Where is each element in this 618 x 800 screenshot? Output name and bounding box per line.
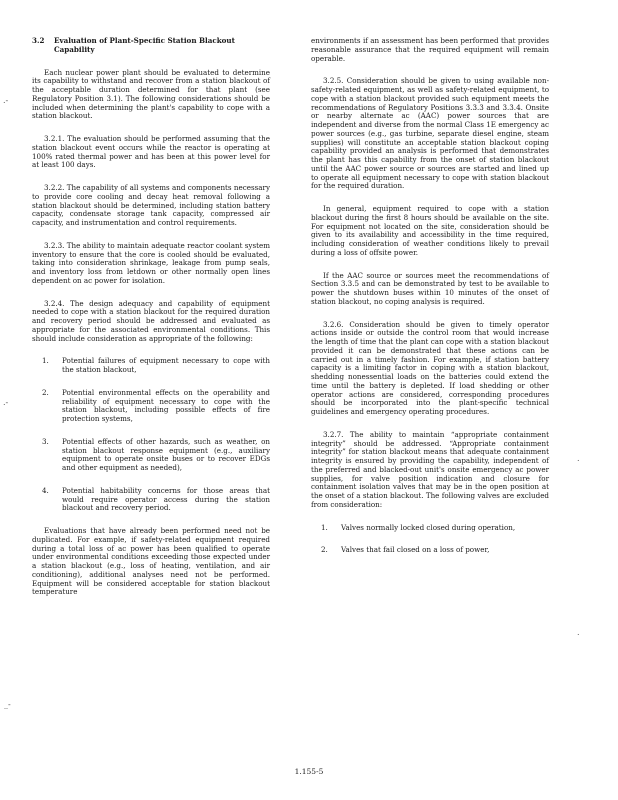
list-item-number: 2.: [42, 387, 49, 397]
paragraph-3-2-6: 3.2.6. Consideration should be given to timely operator actions inside or outside the control room that would increase the length of time that the plant can cope with a station blackout provided it can be demonstrated that these actions can be carried out in a timely fashion. For example, if station battery capacity is a limiting factor in coping with a station blackout, shedding nonessential loads on the batteries could extend the time until the battery is depleted. If load shedding or other operator actions are considered, corresponding procedures should be incorporated into the plant-specific technical guidelines and emergency operating procedures.: [311, 319, 549, 416]
closing-paragraph: Evaluations that have already been performed need not be duplicated. For example, if safety-related equipment required during a total loss of ac power has been qualified to operate under environmental conditions exceeding those expected under a station blackout (e.g., loss of heating, ventilation, and air conditioning), additional analyses need not be performed. Equipment will be considered acceptable for station blackout temperature: [32, 526, 270, 597]
list-item: [311, 546, 549, 555]
margin-tick-mark: .: [577, 454, 580, 463]
paragraph-3-2-3: 3.2.3. The ability to maintain adequate reactor coolant system inventory to ensure that the core is cooled should be evaluated, taking into consideration shrinkage, leakage from pump seals, and inventory loss from letdown or other normally open lines dependent on ac power for isolation.: [32, 240, 270, 285]
list-item-number: 2.: [321, 545, 328, 555]
margin-tick-mark: _-: [4, 700, 11, 709]
general-paragraph: In general, equipment required to cope with a station blackout during the first 8 hours should be available on the site. For equipment not located on the site, consideration should be given to its availability and accessibility in the time required, including consideration of weather conditions likely to prevail during a loss of offsite power.: [311, 204, 549, 257]
list-item: [32, 487, 270, 513]
list-item: [32, 389, 270, 424]
list-item: [32, 357, 270, 375]
list-item-text: Potential failures of equipment necessary to cope with the station blackout,: [62, 356, 270, 374]
carryover-paragraph: environments if an assessment has been performed that provides reasonable assurance that the required equipment will remain operable.: [311, 36, 549, 63]
list-item-text: Valves that fail closed on a loss of power,: [341, 545, 490, 555]
list-item-number: 3.: [42, 436, 49, 446]
left-column: [32, 37, 270, 611]
list-item-text: Potential habitability concerns for those areas that would require operator access during the station blackout and recovery period.: [62, 485, 270, 513]
section-number: 3.2: [32, 36, 45, 45]
list-item-number: 4.: [42, 485, 49, 495]
list-item: [32, 438, 270, 473]
paragraph-3-2-1: 3.2.1. The evaluation should be performed assuming that the station blackout event occurs while the reactor is operating at 100% rated thermal power and has been at this power level for at least 100 days.: [32, 134, 270, 170]
paragraph-3-2-7: 3.2.7. The ability to maintain “appropriate containment integrity” should be addressed. “Appropriate containment integrity” for station blackout means that adequate containment integrity is ensured by providing the capability, independent of the preferred and blacked-out unit's onsite emergency ac power supplies, for valve position indication and closure for containment isolation valves that may be in the open position at the onset of a station blackout. The following valves are excluded from consideration:: [311, 429, 549, 509]
page-number: 1.155-5: [294, 767, 324, 776]
consideration-list: [32, 357, 270, 513]
paragraph-3-2-2: 3.2.2. The capability of all systems and components necessary to provide core cooling and decay heat removal following a station blackout should be determined, including station battery capacity, condensate storage tank capacity, compressed air capacity, and instrumentation and control requirements.: [32, 183, 270, 227]
paragraph-3-2-5: 3.2.5. Consideration should be given to using available non-safety-related equipment, as well as safety-related equipment, to cope with a station blackout provided such equipment meets the recommendations of Regulatory Positions 3.3.3 and 3.3.4. Onsite or nearby alternate ac (AAC) power sources that are independent and diverse from the normal Class 1E emergency ac power sources (e.g., gas turbine, separate diesel engine, steam supplies) will constitute an acceptable station blackout coping capability provided an analysis is performed that demonstrates the plant has this capability from the onset of station blackout until the AAC power source or sources are started and lined up to operate all equipment necessary to cope with station blackout for the required duration.: [311, 76, 549, 191]
margin-tick-mark: .: [577, 628, 580, 637]
list-item-number: 1.: [321, 522, 328, 532]
excluded-valves-list: [311, 524, 549, 556]
intro-paragraph: Each nuclear power plant should be evaluated to determine its capability to withstand and recover from a station blackout of the acceptable duration determined for that plant (see Regulatory Position 3.1). The following considerations should be included when determining the plant's capability to cope with a station blackout.: [32, 67, 270, 121]
margin-tick-mark: .-: [3, 96, 9, 105]
list-item-text: Potential environmental effects on the operability and reliability of equipment necessary to cope with the station blackout, including possible effects of fire protection systems,: [62, 387, 270, 423]
list-item-text: Valves normally locked closed during operation,: [341, 522, 516, 532]
section-heading: [32, 37, 270, 55]
section-title: Evaluation of Plant-Specific Station Blackout Capability: [54, 36, 235, 54]
list-item-text: Potential effects of other hazards, such as weather, on station blackout response equipment (e.g., auxiliary equipment to operate onsite buses or to recover EDGs and other equipment as needed),: [62, 436, 270, 472]
right-column: [311, 37, 549, 569]
list-item-number: 1.: [42, 356, 49, 366]
margin-tick-mark: .-: [3, 398, 9, 407]
paragraph-3-2-4: 3.2.4. The design adequacy and capability of equipment needed to cope with a station blackout for the required duration and recovery period should be addressed and evaluated as appropriate for the associated environmental conditions. This should include consideration as appropriate of the following:: [32, 298, 270, 343]
list-item: [311, 524, 549, 533]
aac-paragraph: If the AAC source or sources meet the recommendations of Section 3.3.5 and can be demonstrated by test to be available to power the shutdown buses within 10 minutes of the onset of station blackout, no coping analysis is required.: [311, 270, 549, 306]
